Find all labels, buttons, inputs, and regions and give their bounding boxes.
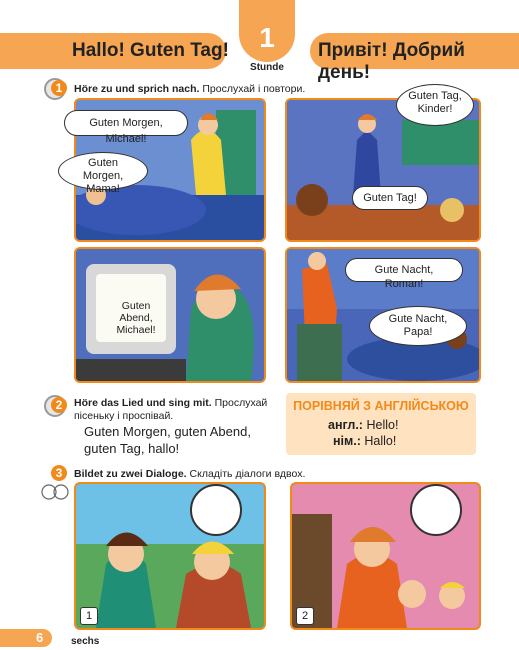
task1-instruction-ua: Прослухай і повтори. (202, 83, 306, 95)
song-lyrics (84, 423, 251, 457)
task-number-badge: 3 (51, 465, 67, 481)
page-title-ukrainian: Привіт! Добрий день! (318, 40, 465, 83)
task1-instruction-de: Höre zu und sprich nach. (74, 83, 200, 95)
compare-row-german (333, 434, 396, 448)
lyrics-line-1: Guten Morgen, guten Abend, (84, 424, 251, 439)
compare-row1-value: Hello! (366, 418, 399, 432)
clock-icon (410, 484, 462, 536)
page-number: 6 (36, 630, 44, 645)
task2-instruction-ua: Прослухай пісеньку і проспівай. (74, 397, 268, 422)
task3-instruction (74, 468, 305, 481)
task3-instruction-de: Bildet zu zwei Dialoge. (74, 468, 187, 480)
speech-bubble-morning-1: Guten Morgen, Michael! (64, 110, 188, 136)
compare-row2-value: Hallo! (364, 434, 397, 448)
comic-panel-evening (74, 247, 266, 383)
task-number-badge: 1 (51, 80, 67, 96)
dialogue-panel-number: 1 (80, 607, 98, 625)
speech-bubble-classroom-2: Guten Tag! (352, 186, 428, 210)
lesson-number: 1 (259, 22, 275, 53)
task2-instruction (74, 397, 280, 423)
lyrics-line-2: guten Tag, hallo! (84, 441, 180, 456)
page-title-german: Hallo! Guten Tag! (72, 40, 229, 61)
page-number-band (0, 629, 52, 647)
task2-instruction-de: Höre das Lied und sing mit. (74, 397, 212, 409)
lesson-label: Stunde (250, 62, 284, 73)
chalkboard-shape (402, 120, 479, 165)
clock-icon (190, 484, 242, 536)
task1-instruction (74, 83, 305, 96)
speech-bubble-classroom-1: Guten Tag, Kinder! (396, 84, 474, 126)
monitor-text: Guten Abend, Michael! (116, 300, 156, 336)
speech-bubble-morning-2: Guten Morgen, Mama! (58, 152, 148, 190)
compare-row1-label: англ.: (328, 418, 363, 432)
compare-row2-label: нім.: (333, 434, 361, 448)
dialogue-panel-number: 2 (296, 607, 314, 625)
speech-bubble-night-1: Gute Nacht, Roman! (345, 258, 463, 282)
page-number-word: sechs (71, 636, 100, 647)
task-number-badge: 2 (51, 397, 67, 413)
speech-bubble-night-2: Gute Nacht, Papa! (369, 306, 467, 346)
task3-instruction-ua: Складіть діалоги вдвох. (189, 468, 306, 480)
compare-row-english (328, 418, 398, 432)
compare-heading: ПОРІВНЯЙ З АНГЛІЙСЬКОЮ (293, 399, 469, 413)
evening-illustration (76, 249, 264, 381)
dialogue-icon (40, 483, 70, 501)
